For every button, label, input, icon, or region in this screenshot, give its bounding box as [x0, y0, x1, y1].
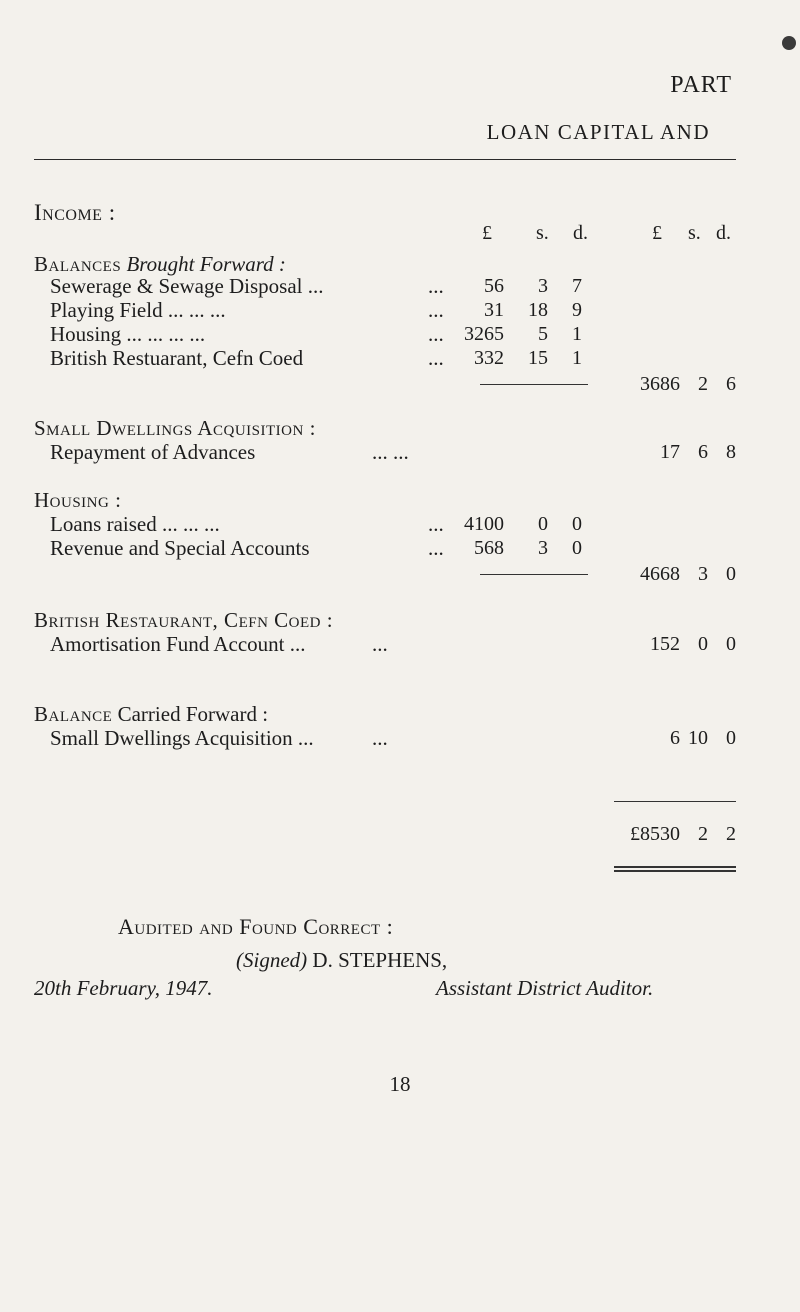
- balance-cf-heading-rest: Carried Forward :: [117, 702, 269, 726]
- subtotal-pounds: 3686: [640, 373, 680, 395]
- row-shillings: 3: [538, 537, 548, 559]
- auditor-name: D. STEPHENS,: [312, 948, 448, 972]
- row-label: Loans raised ... ... ...: [50, 512, 220, 536]
- audit-heading: Audited and Found Correct :: [118, 914, 394, 939]
- ink-spot: [782, 36, 796, 50]
- row-pounds: 6: [670, 727, 680, 749]
- col-header-pence-2: d.: [716, 222, 731, 244]
- page-header-subtitle: LOAN CAPITAL AND: [486, 120, 710, 144]
- grand-total-top-rule: [614, 801, 736, 802]
- income-heading: Income :: [34, 200, 116, 225]
- british-restaurant-heading: British Restaurant, Cefn Coed :: [34, 608, 334, 632]
- subtotal-pence: 6: [726, 373, 736, 395]
- page-number: 18: [389, 1072, 411, 1096]
- grand-total-double-rule-1: [614, 866, 736, 868]
- row-label: Housing ... ... ... ...: [50, 322, 206, 346]
- col-header-pound-2: £: [652, 222, 662, 244]
- balance-cf-heading-sc: Balance: [34, 702, 113, 726]
- header-rule: [34, 159, 736, 160]
- row-pounds: 568: [474, 537, 504, 559]
- row-label: Repayment of Advances: [50, 440, 256, 464]
- row-shillings: 18: [528, 299, 548, 321]
- row-label: Sewerage & Sewage Disposal ...: [50, 274, 324, 298]
- row-shillings: 5: [538, 323, 548, 345]
- row-pounds: 17: [660, 441, 680, 463]
- balance-cf-heading: [34, 702, 268, 727]
- housing-heading: Housing :: [34, 488, 122, 512]
- row-shillings: 10: [688, 727, 708, 749]
- row-pounds: 152: [650, 633, 680, 655]
- row-shillings: 6: [698, 441, 708, 463]
- subtotal-shillings: 3: [698, 563, 708, 585]
- row-leader-dots: ...: [372, 726, 388, 750]
- row-leader-dots: ...: [428, 298, 444, 322]
- row-label: Revenue and Special Accounts: [50, 536, 310, 560]
- audit-date: 20th February, 1947.: [34, 976, 213, 1000]
- balances-heading-sc: Balances: [34, 252, 122, 276]
- balances-heading-italic: Brought Forward :: [126, 252, 286, 276]
- row-pence: 9: [572, 299, 582, 321]
- subtotal-rule: [480, 574, 588, 575]
- row-shillings: 3: [538, 275, 548, 297]
- subtotal-pence: 0: [726, 563, 736, 585]
- subtotal-pounds: 4668: [640, 563, 680, 585]
- col-header-shilling-2: s.: [688, 222, 701, 244]
- row-pounds: 31: [484, 299, 504, 321]
- row-leader-dots: ...: [428, 536, 444, 560]
- row-pence: 7: [572, 275, 582, 297]
- row-shillings: 0: [538, 513, 548, 535]
- row-pence: 8: [726, 441, 736, 463]
- row-pounds: 332: [474, 347, 504, 369]
- grand-total-double-rule-2: [614, 870, 736, 872]
- row-pounds: 56: [484, 275, 504, 297]
- row-pounds: 4100: [464, 513, 504, 535]
- row-leader-dots: ...: [428, 322, 444, 346]
- row-label: British Restuarant, Cefn Coed: [50, 346, 304, 370]
- subtotal-rule: [480, 384, 588, 385]
- col-header-pence-1: d.: [573, 222, 588, 244]
- row-leader-dots: ...: [428, 346, 444, 370]
- small-dwellings-heading: Small Dwellings Acquisition :: [34, 416, 316, 440]
- row-shillings: 15: [528, 347, 548, 369]
- col-header-shilling-1: s.: [536, 222, 549, 244]
- row-pence: 1: [572, 347, 582, 369]
- subtotal-shillings: 2: [698, 373, 708, 395]
- row-pence: 1: [572, 323, 582, 345]
- audit-signed-line: [236, 948, 447, 973]
- page-header-part: PART: [670, 72, 732, 98]
- row-pence: 0: [572, 513, 582, 535]
- auditor-title: Assistant District Auditor.: [436, 976, 654, 1000]
- row-label: Playing Field ... ... ...: [50, 298, 226, 322]
- row-pence: 0: [726, 727, 736, 749]
- row-shillings: 0: [698, 633, 708, 655]
- row-leader-dots: ...: [372, 632, 388, 656]
- audit-signed: (Signed): [236, 948, 308, 972]
- row-label: Amortisation Fund Account ...: [50, 632, 306, 656]
- row-pounds: 3265: [464, 323, 504, 345]
- row-label: Small Dwellings Acquisition ...: [50, 726, 314, 750]
- row-leader-dots: ...: [428, 512, 444, 536]
- grand-total-shillings: 2: [698, 823, 708, 845]
- grand-total-pence: 2: [726, 823, 736, 845]
- row-pence: 0: [572, 537, 582, 559]
- grand-total-pounds: £8530: [630, 823, 680, 845]
- col-header-pound-1: £: [482, 222, 492, 244]
- row-pence: 0: [726, 633, 736, 655]
- row-leader-dots: ...: [428, 274, 444, 298]
- row-leader-dots: ... ...: [372, 440, 409, 464]
